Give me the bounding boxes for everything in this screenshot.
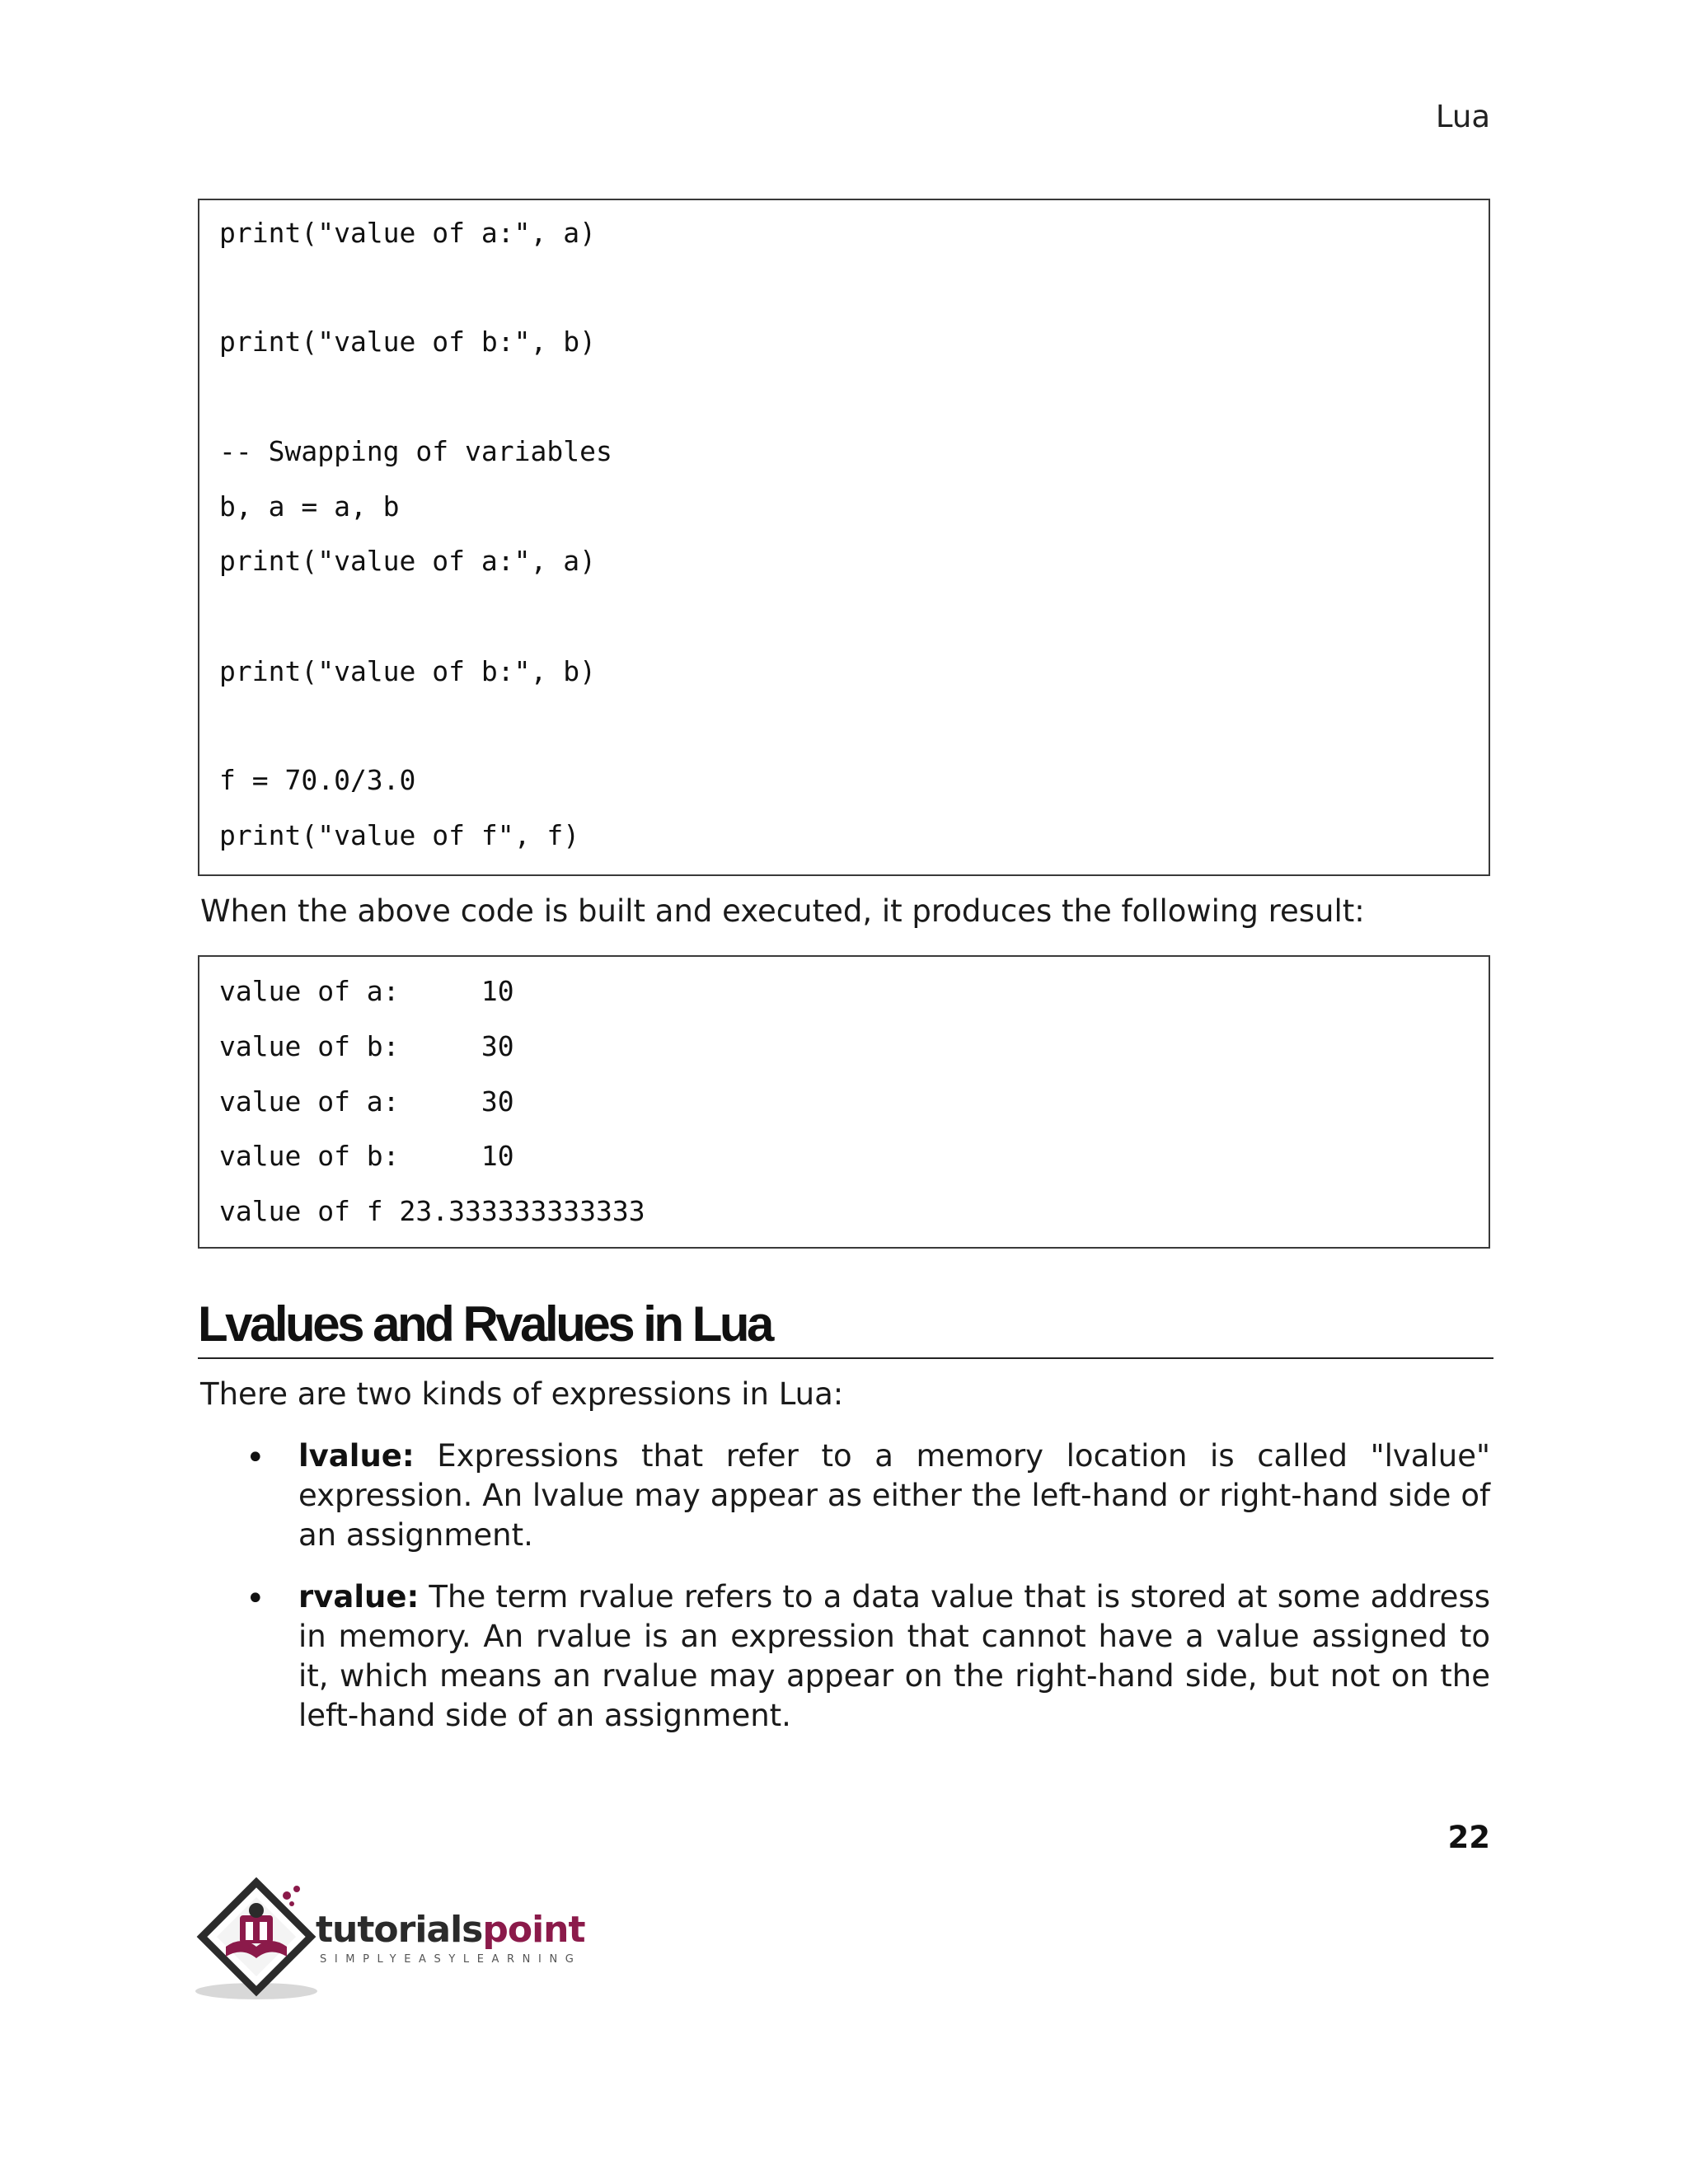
bullet-icon: • [246,1439,265,1477]
section-intro-text: There are two kinds of expressions in Lua: [200,1376,844,1412]
output-line: value of a: 10 [219,975,514,1007]
list-item-lvalue [298,1436,1490,1555]
code-line: print("value of a:", a) [219,217,596,249]
definition-lvalue: Expressions that refer to a memory location is called "lvalue" expression. An lvalue may appear as either the left-hand or right-hand side of an assignment. [298,1438,1490,1553]
logo-wordmark: tutorialspoint [316,1909,585,1951]
output-line: value of a: 30 [219,1085,514,1118]
definition-rvalue: The term rvalue refers to a data value that is stored at some address in memory. An rvalue is an expression that cannot have a value assigned to it, which means an rvalue may appear on the right-hand side, but not on the left-hand side of an assignment. [298,1579,1490,1733]
output-line: value of b: 10 [219,1140,514,1172]
section-divider [198,1357,1493,1359]
bullet-icon: • [246,1580,265,1618]
section-heading: Lvalues and Rvalues in Lua [198,1296,771,1352]
running-header-title: Lua [1435,99,1490,134]
output-line: value of f 23.333333333333 [219,1195,645,1227]
list-item-rvalue [298,1577,1490,1736]
tutorialspoint-logo [195,1877,607,2001]
code-line: print("value of b:", b) [219,655,596,687]
logo-tagline: SIMPLYEASYLEARNING [320,1953,582,1966]
tutorialspoint-logo-icon [195,1877,318,2001]
code-block [198,199,1490,876]
code-line: print("value of a:", a) [219,545,596,577]
term-rvalue: rvalue: [298,1579,420,1615]
output-line: value of b: 30 [219,1030,514,1062]
term-lvalue: lvalue: [298,1438,415,1474]
page-number: 22 [1447,1820,1490,1855]
result-intro-text: When the above code is built and executed, it produces the following result: [200,893,1365,929]
code-line: f = 70.0/3.0 [219,764,416,796]
output-block [198,955,1490,1249]
code-line: b, a = a, b [219,490,400,523]
code-line: -- Swapping of variables [219,435,612,467]
code-line: print("value of f", f) [219,819,580,851]
code-line: print("value of b:", b) [219,326,596,358]
